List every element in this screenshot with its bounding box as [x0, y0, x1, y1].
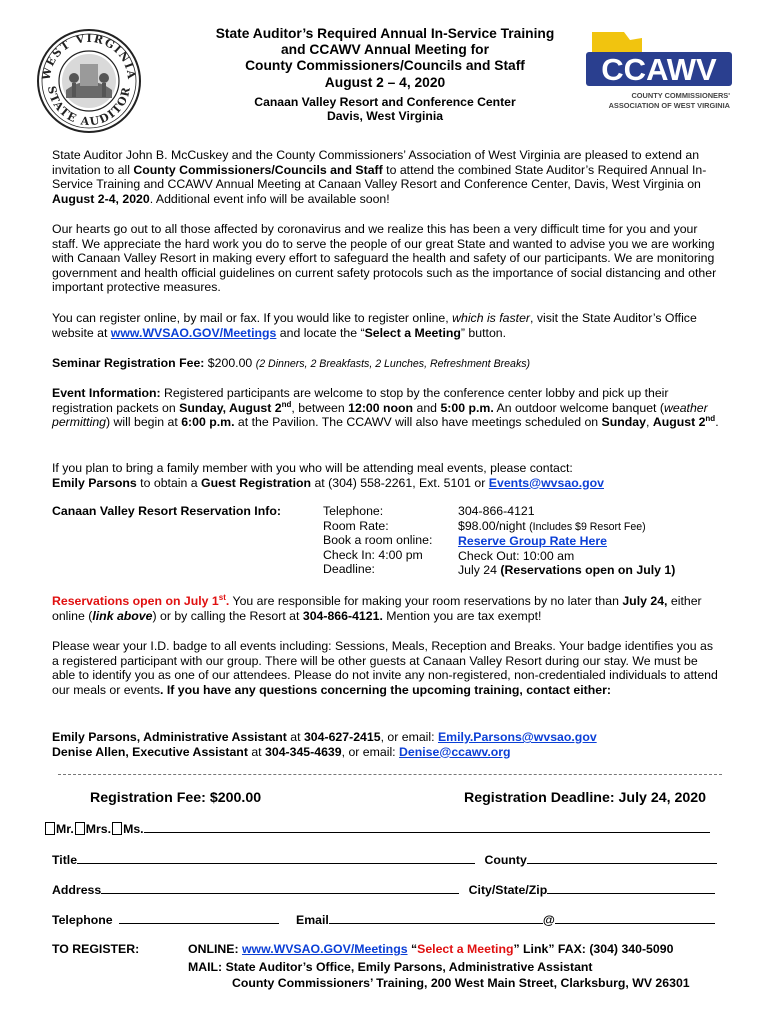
- title-line-1: State Auditor’s Required Annual In-Service Training: [215, 26, 555, 41]
- state-auditor-seal: [36, 28, 142, 134]
- intro-text-2: to attend the combined State Auditor’s Required Annual In-Service Training and CCAWV Annual Meeting at Canaan Valley Resort and Conference Center, Davis, West Virginia on: [52, 162, 707, 192]
- register-text-2: , visit the State Auditor’s Office website at: [52, 311, 697, 340]
- event-meetings-date: August 2nd: [652, 414, 716, 430]
- family-phone: at (304) 558-2261, Ext. 5101 or: [311, 475, 489, 490]
- title-label: Title: [52, 853, 78, 867]
- seminar-fee-note: (2 Dinners, 2 Breakfasts, 2 Lunches, Refreshment Breaks): [255, 358, 531, 370]
- coronavirus-paragraph: Our hearts go out to all those affected by coronavirus and we realize this has been a very difficult time for you and your staff. We appreciate the hard work you do to serve the people of our great State and wanted to advise you we are working with Canaan Valley Resort in making every effort to safeguard the health and safety of our participants. We are monitoring government and health official guidelines on current safety protocols such as the importance of social distancing and other important protective measures.: [52, 222, 717, 295]
- event-info-label: Event Information:: [52, 386, 161, 400]
- family-paragraph: [52, 461, 720, 490]
- online-label: ONLINE:: [188, 942, 242, 956]
- contacts: [52, 730, 720, 759]
- register-text-3: and locate the “: [276, 325, 365, 340]
- address-field[interactable]: [101, 882, 459, 894]
- link-and-fax: ” Link” FAX: (304) 340-5090: [513, 942, 674, 956]
- mail-line-1: MAIL: State Auditor’s Office, Emily Parsons, Administrative Assistant: [188, 960, 593, 974]
- address-row: [52, 882, 715, 897]
- city-state-zip-label: City/State/Zip: [468, 883, 548, 897]
- intro-text-3: . Additional event info will be available soon!: [149, 191, 390, 206]
- contact-denise: [52, 745, 720, 760]
- event-sunday-date: Sunday, August 2nd: [179, 399, 292, 415]
- telephone-email-row: [52, 912, 715, 927]
- wvsao-meetings-link[interactable]: www.WVSAO.GOV/Meetings: [110, 325, 277, 340]
- title-line-2: and CCAWV Annual Meeting for: [281, 42, 489, 58]
- email-domain-field[interactable]: [555, 912, 715, 924]
- form-registration-fee: Registration Fee: $200.00: [90, 790, 262, 806]
- mail-line-2: County Commissioners’ Training, 200 West Main Street, Clarksburg, WV 26301: [232, 976, 690, 990]
- contact-at: at: [247, 744, 266, 759]
- reserve-group-rate-link[interactable]: Reserve Group Rate Here: [458, 534, 607, 549]
- contact-name: Denise Allen, Executive Assistant: [52, 744, 248, 759]
- reservation-deadline-note: (Reservations open on July 1): [500, 563, 676, 578]
- event-meetings-day: Sunday: [601, 415, 646, 430]
- reservations-text: You are responsible for making your room reservations by no later than: [229, 594, 623, 608]
- questions-contact-note: . If you have any questions concerning the upcoming training, contact either:: [160, 682, 611, 697]
- to-register-label: TO REGISTER:: [52, 942, 140, 956]
- ccawv-logo: [584, 30, 734, 114]
- county-label: County: [484, 853, 527, 867]
- county-field[interactable]: [527, 852, 717, 864]
- contact-name: Emily Parsons, Administrative Assistant: [52, 730, 287, 744]
- check-out-time: Check Out: 10:00 am: [458, 548, 575, 563]
- mr-checkbox[interactable]: [45, 822, 55, 835]
- event-text-5: ) will begin at: [106, 415, 182, 430]
- contact-emily: [52, 730, 720, 745]
- event-text-4: An outdoor welcome banquet (: [493, 400, 664, 415]
- reservation-deadline: July 24: [458, 563, 501, 578]
- event-start-time: 12:00 noon: [348, 400, 414, 415]
- check-in-label: Check In: 4:00 pm: [323, 547, 423, 562]
- reservations-deadline: July 24,: [622, 594, 668, 608]
- ms-label: Ms.: [123, 822, 144, 836]
- contact-email-link[interactable]: Emily.Parsons@wvsao.gov: [437, 730, 597, 744]
- seal-text-top: WEST VIRGINIA: [39, 31, 139, 82]
- badge-paragraph: [52, 639, 720, 697]
- telephone-field[interactable]: [119, 912, 279, 924]
- event-text-3: and: [413, 400, 441, 415]
- intro-paragraph: [52, 148, 720, 206]
- resort-phone: 304-866-4121: [458, 504, 535, 518]
- name-field[interactable]: [144, 821, 710, 833]
- venue-location: Davis, West Virginia: [326, 109, 444, 124]
- register-paragraph: [52, 311, 720, 340]
- tax-exempt-note: Mention you are tax exempt!: [382, 608, 542, 623]
- event-period: .: [715, 415, 719, 430]
- event-text: Registered participants are welcome to stop by the conference center lobby and pick up their registration packets on: [52, 386, 669, 415]
- seminar-fee-value: $200.00: [204, 356, 256, 370]
- form-registration-deadline: Registration Deadline: July 24, 2020: [464, 790, 707, 806]
- contact-phone: 304-345-4639: [265, 744, 342, 759]
- title-line-3: County Commissioners/Councils and Staff: [245, 58, 525, 74]
- guest-registration-label: Guest Registration: [201, 475, 312, 490]
- contact-at: at: [286, 730, 304, 744]
- register-online-line: [188, 942, 673, 956]
- badge-text: Please wear your I.D. badge to all events including: Sessions, Meals, Reception and Breaks. Your badge identifies you as a registered participant with our group. There will be other guests at Canaan Valley Resort during our stay. We must be able to identify you as one of our attendees. Please do not invite any non-registered, non-credentialed individuals to attend our meals or events: [52, 639, 718, 697]
- ccawv-logo-text: CCAWV: [601, 52, 717, 87]
- deadline-label: Deadline:: [323, 562, 375, 577]
- intro-dates: August 2-4, 2020: [52, 191, 150, 206]
- title-dates: August 2 – 4, 2020: [324, 74, 446, 90]
- intro-audience: County Commissioners/Councils and Staff: [133, 162, 383, 177]
- reservation-values: [458, 504, 675, 578]
- reservations-text-3: ) or by calling the Resort at: [152, 608, 303, 623]
- events-email-link[interactable]: Events@wvsao.gov: [488, 475, 604, 490]
- ms-checkbox[interactable]: [112, 822, 122, 835]
- room-rate-note: (Includes $9 Resort Fee): [529, 520, 646, 533]
- mr-label: Mr.: [56, 822, 74, 836]
- family-text-2: to obtain a: [136, 475, 202, 490]
- reservation-info: [52, 504, 720, 580]
- intro-text: State Auditor John B. McCuskey and the County Commissioners’ Association of West Virginia are pleased to extend an invitation to all: [52, 148, 700, 177]
- cut-line-divider: [58, 774, 722, 775]
- header: [160, 26, 610, 124]
- select-meeting-label: Select a Meeting: [364, 325, 461, 340]
- reservations-open-notice: Reservations open on July 1st.: [52, 592, 230, 608]
- family-contact-name: Emily Parsons: [52, 475, 137, 490]
- ccawv-logo-line-1: COUNTY COMMISSIONERS': [631, 91, 730, 100]
- event-end-time: 5:00 p.m.: [440, 400, 494, 415]
- seal-text-bottom: STATE AUDITOR: [44, 84, 134, 129]
- event-comma: ,: [645, 415, 653, 430]
- event-info-paragraph: [52, 386, 720, 430]
- register-faster: which is faster: [452, 311, 531, 325]
- telephone-label: Telephone:: [323, 504, 384, 518]
- venue: Canaan Valley Resort and Conference Center: [254, 94, 516, 109]
- reservations-open-paragraph: [52, 594, 720, 623]
- salutation-row: [44, 821, 710, 836]
- city-state-zip-field[interactable]: [547, 882, 715, 894]
- title-county-row: [52, 852, 717, 867]
- mrs-label: Mrs.: [85, 822, 112, 836]
- title-field[interactable]: [77, 852, 475, 864]
- form-online-link[interactable]: www.WVSAO.GOV/Meetings: [241, 942, 408, 956]
- room-rate: $98.00/night: [458, 518, 530, 533]
- email-at-sign: @: [542, 913, 555, 927]
- reservation-labels: [323, 504, 432, 577]
- room-rate-label: Room Rate:: [323, 518, 389, 533]
- contact-phone: 304-627-2415: [303, 730, 381, 744]
- register-text-4: ” button.: [460, 325, 507, 340]
- contact-email-link[interactable]: Denise@ccawv.org: [399, 744, 511, 759]
- telephone-form-label: Telephone: [52, 913, 113, 927]
- reservations-phone: 304-866-4121.: [302, 608, 383, 623]
- contact-or-email: , or email:: [380, 730, 438, 744]
- event-weather-note: weather permitting: [52, 400, 708, 430]
- reservations-text-2: either online (: [52, 594, 702, 623]
- event-banquet-time: 6:00 p.m.: [181, 415, 235, 430]
- quote-open: “: [407, 942, 418, 956]
- reservation-info-title: Canaan Valley Resort Reservation Info:: [52, 504, 281, 518]
- book-online-label: Book a room online:: [323, 533, 433, 548]
- seminar-fee-label: Seminar Registration Fee:: [52, 356, 205, 370]
- contact-or-email: , or email:: [341, 744, 400, 759]
- event-text-2: , between: [291, 400, 349, 415]
- ccawv-logo-line-2: ASSOCIATION OF WEST VIRGINIA: [608, 101, 730, 110]
- seminar-fee-line: [52, 356, 720, 372]
- link-above-note: link above: [92, 608, 153, 623]
- mrs-checkbox[interactable]: [75, 822, 85, 835]
- event-text-6: at the Pavilion. The CCAWV will also have meetings scheduled on: [234, 415, 602, 430]
- family-text: If you plan to bring a family member with you who will be attending meal events, please contact:: [52, 461, 573, 475]
- register-text: You can register online, by mail or fax. If you would like to register online,: [52, 311, 453, 325]
- form-select-meeting: Select a Meeting: [417, 942, 514, 956]
- email-user-field[interactable]: [329, 912, 543, 924]
- email-form-label: Email: [296, 913, 329, 927]
- address-label: Address: [52, 883, 102, 897]
